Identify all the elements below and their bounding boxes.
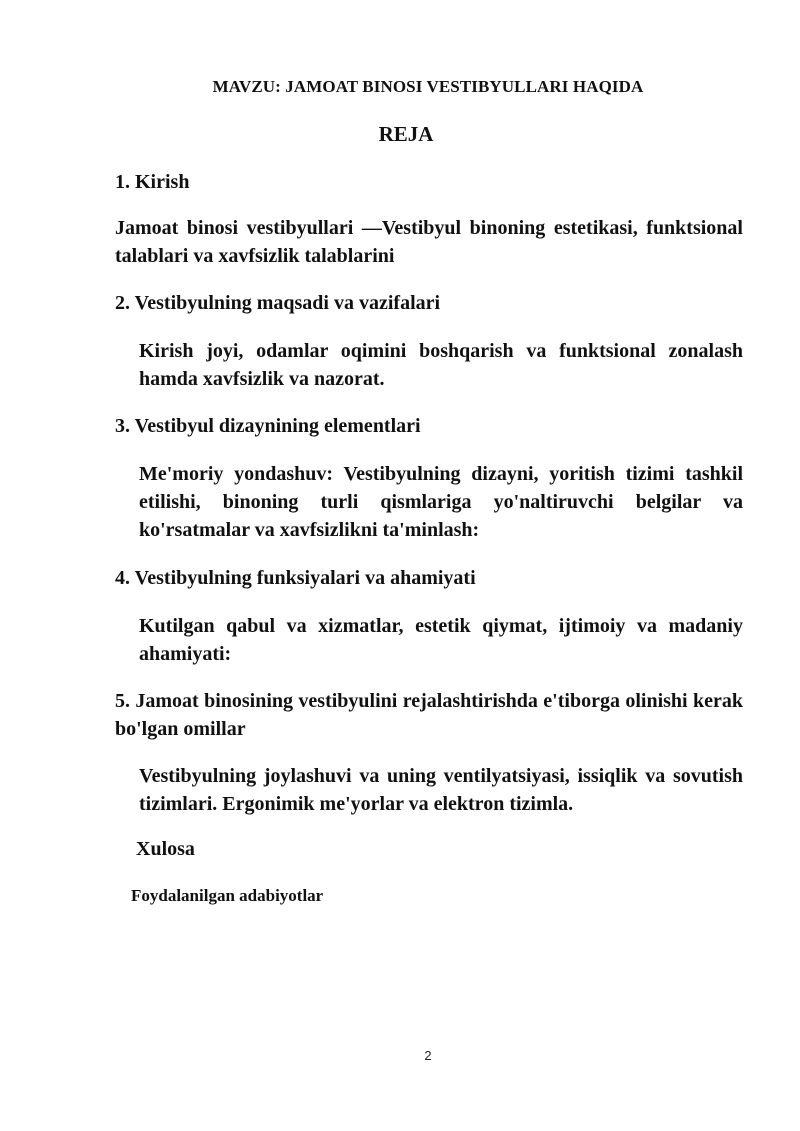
page-number: 2 (424, 1048, 432, 1063)
section-2-body: Kirish joyi, odamlar oqimini boshqarish va funktsional zonalash hamda xavfsizlik va nazorat. (139, 340, 743, 390)
section-1-body: Jamoat binosi vestibyullari —Vestibyul binoning estetikasi, funktsional talablari va xavfsizlik talablarini (115, 217, 743, 267)
document-topic: MAVZU: JAMOAT BINOSI VESTIBYULLARI HAQIDA (212, 77, 644, 96)
conclusion-heading: Xulosa (136, 838, 195, 860)
section-4-heading: 4. Vestibyulning funksiyalari va ahamiyati (115, 567, 476, 589)
section-2-heading: 2. Vestibyulning maqsadi va vazifalari (115, 292, 441, 314)
section-3-heading: 3. Vestibyul dizaynining elementlari (115, 415, 421, 437)
plan-title: REJA (378, 122, 434, 146)
section-4-body: Kutilgan qabul va xizmatlar, estetik qiymat, ijtimoiy va madaniy ahamiyati: (139, 615, 743, 665)
section-3-body: Me'moriy yondashuv: Vestibyulning dizayni, yoritish tizimi tashkil etilishi, binoning turli qismlariga yo'naltiruvchi belgilar va ko'rsatmalar va xavfsizlikni ta'minlash: (139, 463, 743, 541)
section-5-heading: 5. Jamoat binosining vestibyulini rejalashtirishda e'tiborga olinishi kerak bo'lgan omillar (115, 690, 743, 740)
references-heading: Foydalanilgan adabiyotlar (131, 886, 324, 905)
section-5-body: Vestibyulning joylashuvi va uning ventilyatsiyasi, issiqlik va sovutish tizimlari. Ergonimik me'yorlar va elektron tizimla. (139, 765, 743, 815)
section-1-heading: 1. Kirish (115, 171, 190, 193)
